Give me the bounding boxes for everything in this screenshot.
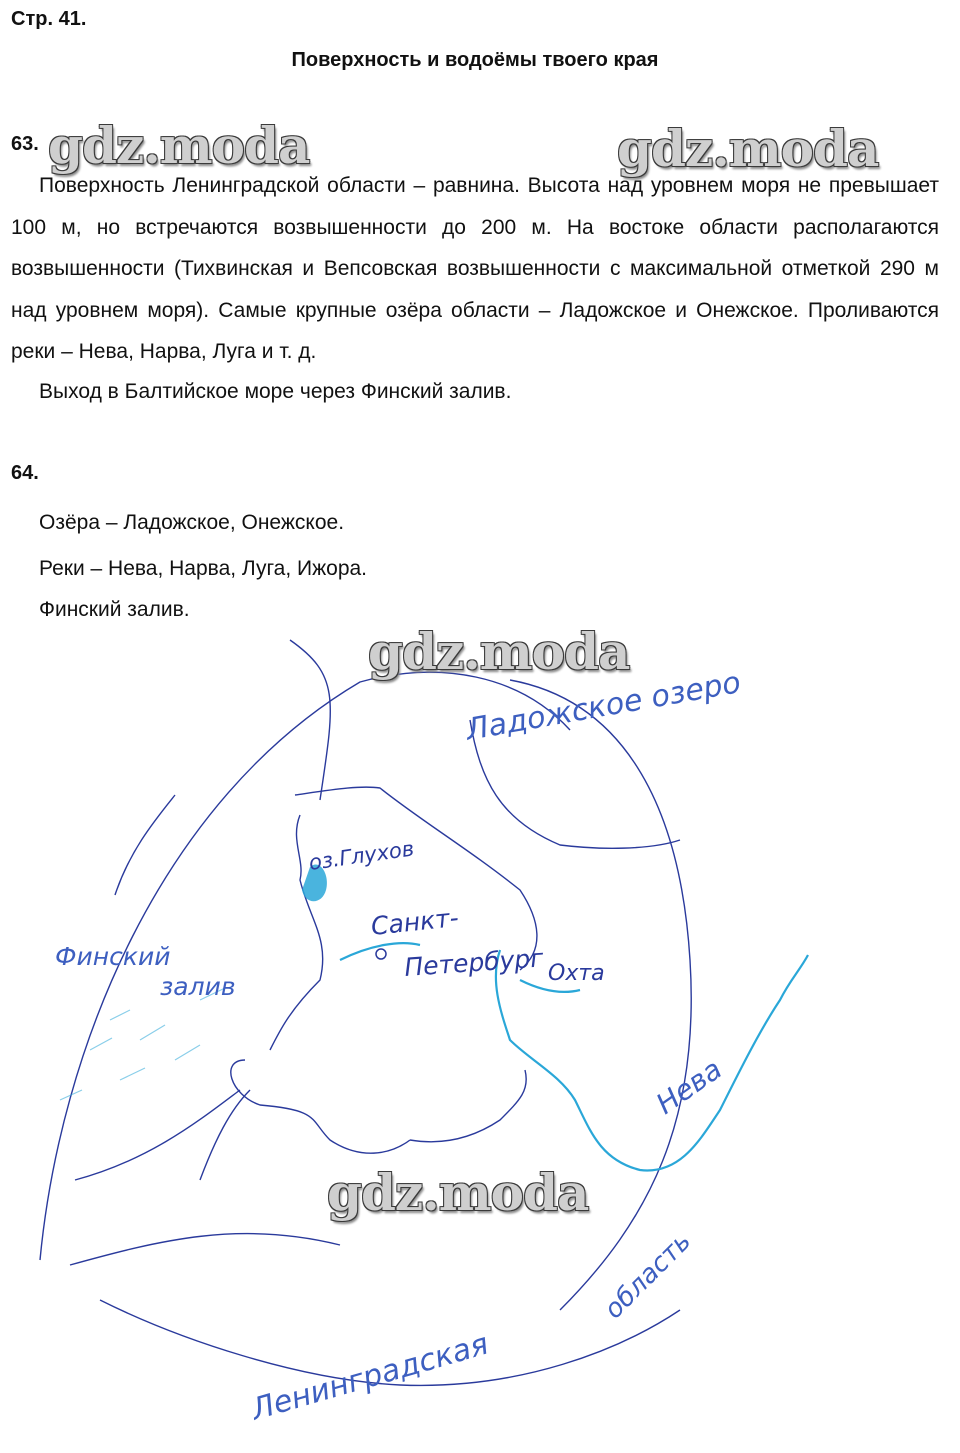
- hand-drawn-map: [0, 620, 960, 1453]
- task-63-paragraph: Поверхность Ленинградской области – равнина. Высота над уровнем моря не превышает 100 м, но встречаются возвышенности до 200 м. На востоке области располагаются возвышенности (Тихвинская и Вепсовская возвышенности с максимальной отметкой 290 м над уровнем моря). Самые крупные озёра области – Ладожское и Онежское. Проливаются реки – Нева, Нарва, Луга и т. д.: [11, 174, 939, 363]
- label-neva: Нева: [650, 1052, 728, 1121]
- label-spb-1: Санкт-: [369, 902, 460, 941]
- answer-rivers: Реки – Нева, Нарва, Луга, Ижора.: [39, 557, 368, 580]
- label-gulf-2: залив: [160, 972, 236, 1001]
- watermark-logo: gdz.moda: [327, 1163, 589, 1222]
- task-64-number: 64.: [11, 462, 39, 484]
- watermark-logo: gdz.moda: [368, 622, 630, 681]
- label-ladoga: Ладожское озеро: [463, 665, 744, 748]
- page-reference: Стр. 41.: [11, 8, 87, 30]
- label-region-2: область: [598, 1226, 698, 1325]
- watermark-logo: gdz.moda: [48, 116, 310, 175]
- label-spb-2: Петербург: [403, 943, 545, 982]
- answer-lakes: Озёра – Ладожское, Онежское.: [39, 511, 345, 534]
- task-63-paragraph: Выход в Балтийское море через Финский залив.: [39, 380, 512, 403]
- label-gulf-1: Финский: [55, 942, 171, 971]
- watermark-logo: gdz.moda: [617, 119, 879, 178]
- task-63-number: 63.: [11, 133, 39, 155]
- city-marker-icon: [376, 949, 386, 959]
- gulf-shading: [60, 988, 225, 1100]
- label-region-1: Ленинградская: [247, 1326, 493, 1428]
- section-heading: Поверхность и водоёмы твоего края: [291, 49, 659, 71]
- region-outline: [40, 640, 691, 1385]
- answer-gulf: Финский залив.: [39, 598, 190, 621]
- label-okhta: Охта: [548, 961, 605, 986]
- label-glukhov: оз.Глухов: [307, 836, 416, 875]
